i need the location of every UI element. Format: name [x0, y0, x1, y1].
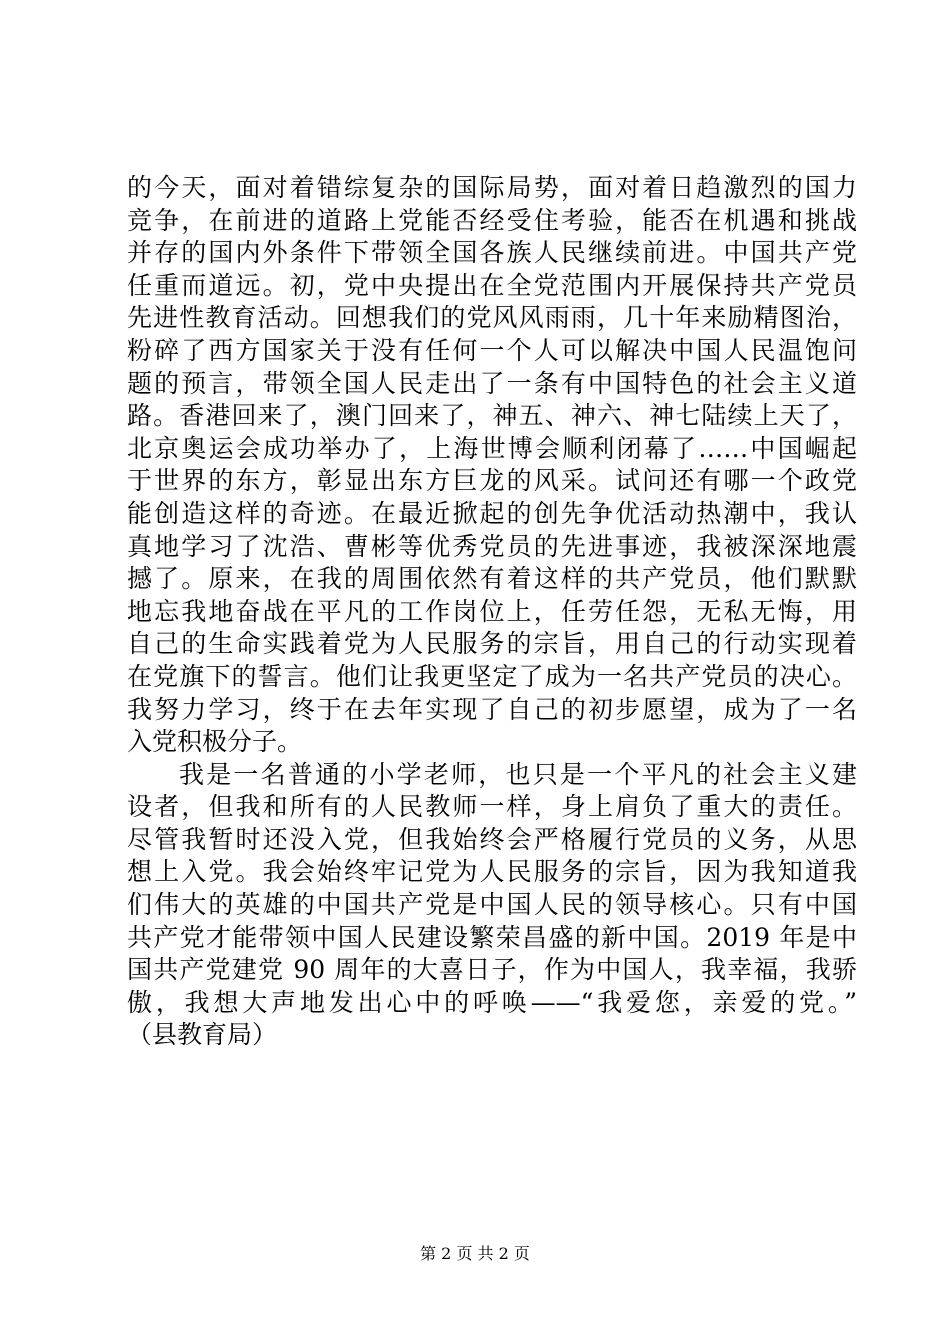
body-line: 我是一名普通的小学老师，也只是一个平凡的社会主义建 — [179, 759, 857, 789]
body-line: 北京奥运会成功举办了，上海世博会顺利闭幕了……中国崛起 — [127, 433, 857, 463]
body-line: 入党积极分子。 — [127, 727, 303, 757]
body-line: 共产党才能带领中国人民建设繁荣昌盛的新中国。2019 年是中 — [127, 922, 857, 952]
body-line: 们伟大的英雄的中国共产党是中国人民的领导核心。只有中国 — [127, 890, 857, 920]
body-line: 并存的国内外条件下带领全国各族人民继续前进。中国共产党 — [127, 238, 857, 268]
body-line: 撼了。原来，在我的周围依然有着这样的共产党员，他们默默 — [127, 564, 857, 594]
body-line: 先进性教育活动。回想我们的党风风雨雨，几十年来励精图治， — [127, 303, 857, 333]
body-line: 想上入党。我会始终牢记党为人民服务的宗旨，因为我知道我 — [127, 857, 857, 887]
body-line: 粉碎了西方国家关于没有任何一个人可以解决中国人民温饱问 — [127, 335, 857, 365]
body-line: 自己的生命实践着党为人民服务的宗旨，用自己的行动实现着 — [127, 629, 857, 659]
body-line: 的今天，面对着错综复杂的国际局势，面对着日趋激烈的国力 — [127, 173, 857, 202]
body-line: 任重而道远。初，党中央提出在全党范围内开展保持共产党员 — [127, 270, 857, 300]
body-line: 真地学习了沈浩、曹彬等优秀党员的先进事迹，我被深深地震 — [127, 531, 857, 561]
body-line: 于世界的东方，彰显出东方巨龙的风采。试问还有哪一个政党 — [127, 466, 857, 496]
body-line: 题的预言，带领全国人民走出了一条有中国特色的社会主义道 — [127, 368, 857, 398]
body-line: （县教育局） — [127, 1020, 278, 1050]
body-line: 在党旗下的誓言。他们让我更坚定了成为一名共产党员的决心。 — [127, 661, 857, 691]
body-line: 设者，但我和所有的人民教师一样，身上肩负了重大的责任。 — [127, 792, 857, 822]
body-line: 国共产党建党 90 周年的大喜日子，作为中国人，我幸福，我骄 — [127, 955, 857, 985]
page-number: 第 2 页 共 2 页 — [420, 1244, 530, 1263]
body-line: 尽管我暂时还没入党，但我始终会严格履行党员的义务，从思 — [127, 824, 857, 854]
body-line: 路。香港回来了，澳门回来了，神五、神六、神七陆续上天了， — [127, 401, 857, 431]
document-body — [127, 172, 857, 1052]
body-line: 傲，我想大声地发出心中的呼唤——“我爱您，亲爱的党。” — [127, 987, 857, 1017]
body-line: 我努力学习，终于在去年实现了自己的初步愿望，成为了一名 — [127, 694, 857, 724]
body-line: 地忘我地奋战在平凡的工作岗位上，任劳任怨，无私无悔，用 — [127, 596, 857, 626]
body-line: 能创造这样的奇迹。在最近掀起的创先争优活动热潮中，我认 — [127, 498, 857, 528]
body-line: 竞争，在前进的道路上党能否经受住考验，能否在机遇和挑战 — [127, 205, 857, 235]
